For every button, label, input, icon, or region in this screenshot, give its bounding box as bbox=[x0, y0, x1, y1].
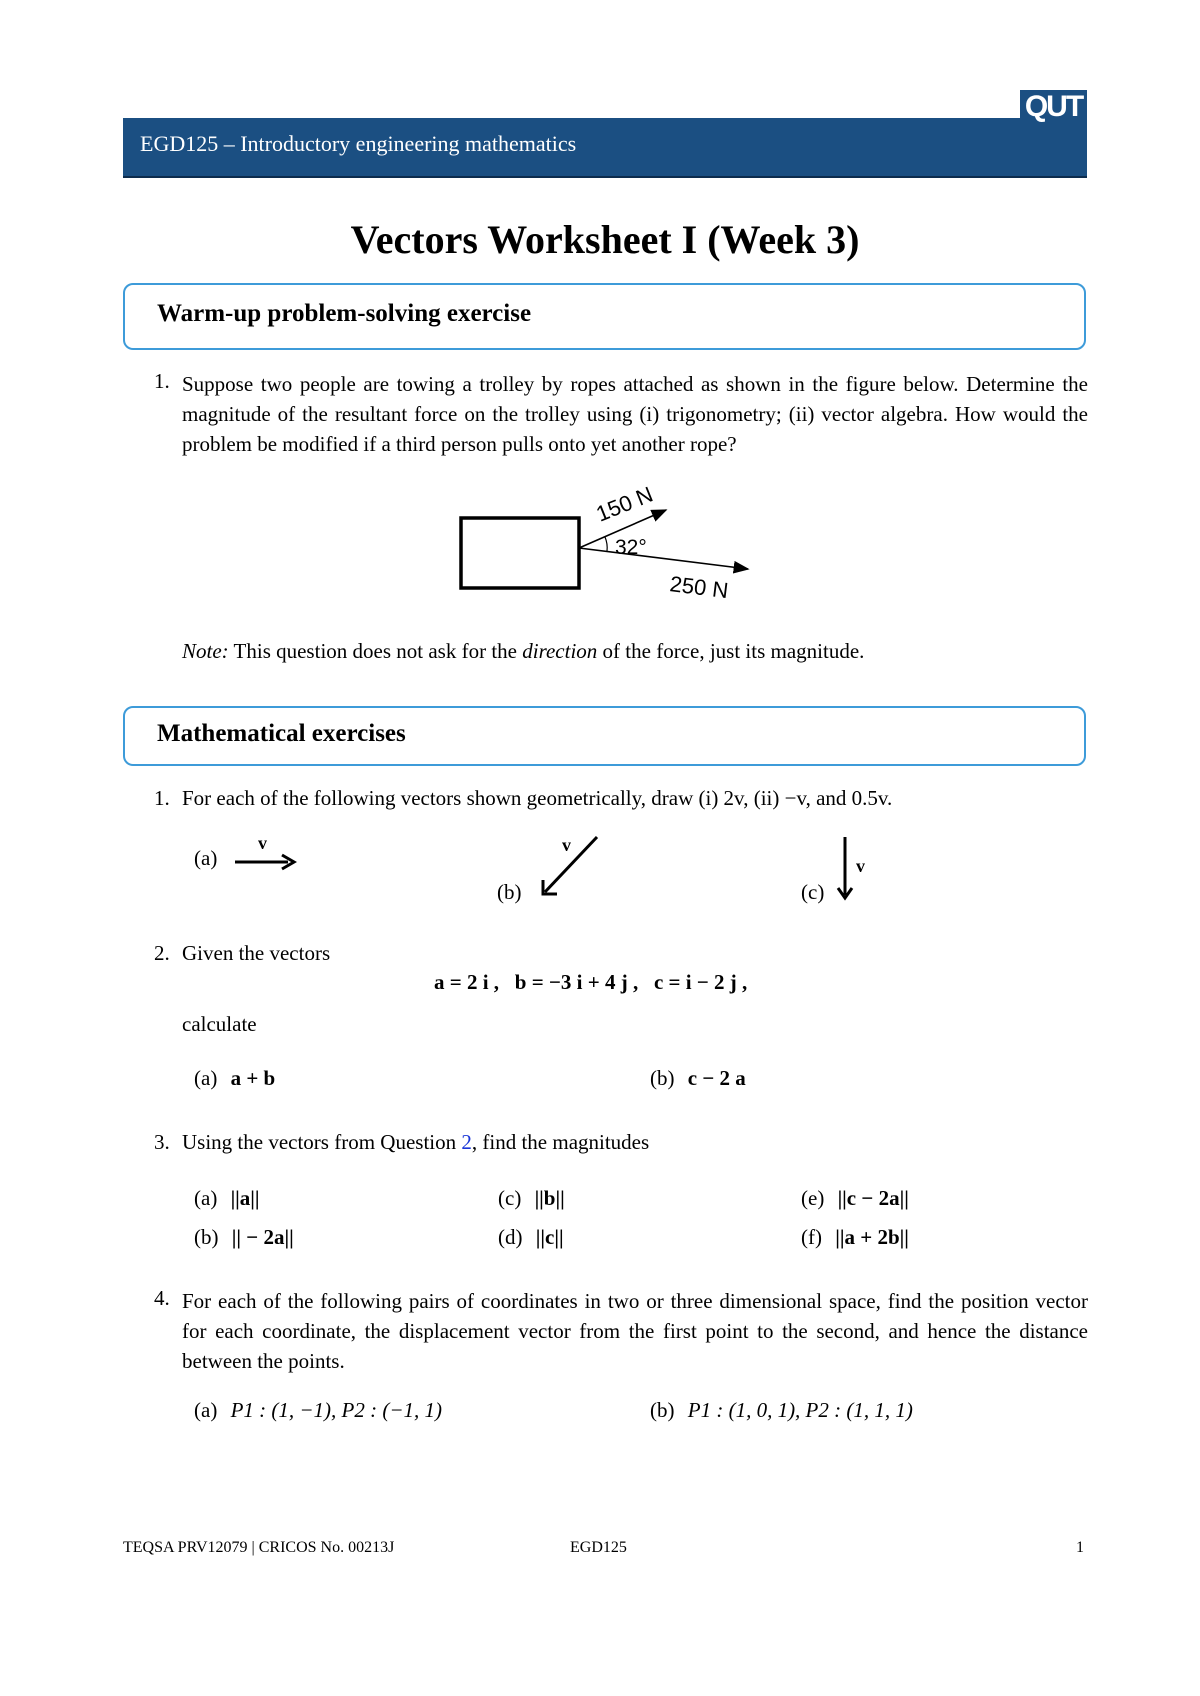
footer-center: EGD125 bbox=[570, 1539, 627, 1556]
math-q3-text-before: Using the vectors from Question bbox=[182, 1130, 457, 1154]
force-250-label: 250 N bbox=[668, 571, 730, 604]
math-q4-number: 4. bbox=[154, 1286, 170, 1310]
logo-notch bbox=[1076, 155, 1087, 176]
vector-b-arrow bbox=[535, 832, 605, 902]
warmup-section-box bbox=[123, 283, 1086, 350]
page-title: Vectors Worksheet I (Week 3) bbox=[350, 217, 860, 262]
math-q2-b-label: (b) bbox=[650, 1066, 675, 1090]
math-q2-intro: Given the vectors bbox=[182, 941, 331, 965]
item-expr: ||a + 2b|| bbox=[835, 1225, 909, 1249]
course-title: EGD125 – Introductory engineering mathematics bbox=[140, 131, 577, 156]
item-label: (b) bbox=[194, 1225, 219, 1249]
math-q1-text: For each of the following vectors shown geometrically, draw (i) 2v, (ii) −v, and 0.5v. bbox=[182, 786, 893, 810]
math-q4-a bbox=[194, 1398, 442, 1423]
footer-left: TEQSA PRV12079 | CRICOS No. 00213J bbox=[123, 1539, 395, 1556]
math-q4-a-label: (a) bbox=[194, 1398, 218, 1422]
item-label: (a) bbox=[194, 1186, 218, 1210]
math-section-box bbox=[123, 706, 1086, 766]
math-q4-b-expr: P1 : (1, 0, 1), P2 : (1, 1, 1) bbox=[687, 1398, 913, 1422]
note-text-after: of the force, just its magnitude. bbox=[602, 639, 865, 663]
vector-c-label: (c) bbox=[801, 880, 825, 904]
math-q2-b bbox=[650, 1066, 746, 1091]
warmup-q1-text: Suppose two people are towing a trolley by ropes attached as shown in the figure below. Determine the magnitude of the resultant force on the trolley using (i) trigonometry; (ii) vector algebra. How would the problem be modified if a third person pulls onto yet another rope? bbox=[182, 372, 1088, 456]
vector-a-arrow bbox=[230, 850, 300, 874]
math-q3-item-b bbox=[194, 1225, 294, 1250]
item-label: (f) bbox=[801, 1225, 822, 1249]
math-q4-b bbox=[650, 1398, 913, 1423]
vector-a-label: (a) bbox=[194, 846, 218, 870]
note-emph: direction bbox=[522, 639, 598, 663]
math-q4-a-expr: P1 : (1, −1), P2 : (−1, 1) bbox=[230, 1398, 443, 1422]
math-section-title: Mathematical exercises bbox=[157, 720, 406, 747]
vector-b-label: (b) bbox=[497, 880, 522, 904]
qut-logo: QUT bbox=[1020, 90, 1087, 152]
math-q2-number: 2. bbox=[154, 941, 170, 965]
question-2-link[interactable]: 2 bbox=[461, 1130, 472, 1154]
vector-c-v-label: v bbox=[856, 856, 865, 876]
math-q2-b-expr: c − 2 a bbox=[687, 1066, 746, 1090]
math-q2-calculate: calculate bbox=[182, 1012, 257, 1036]
vector-c-arrow bbox=[830, 833, 860, 903]
item-expr: || − 2a|| bbox=[231, 1225, 294, 1249]
warmup-note bbox=[182, 639, 864, 664]
force-150-label: 150 N bbox=[592, 481, 657, 527]
item-expr: ||c|| bbox=[535, 1225, 564, 1249]
math-q3-text bbox=[182, 1130, 649, 1155]
math-q3-item-c bbox=[498, 1186, 565, 1211]
warmup-q1-number: 1. bbox=[154, 369, 170, 393]
math-q1-number: 1. bbox=[154, 786, 170, 810]
math-q4-text: For each of the following pairs of coordinates in two or three dimensional space, find the position vector for each coordinate, the displacement vector from the first point to the second, and hence the distance between the points. bbox=[182, 1289, 1088, 1373]
math-q2-equations: a = 2 i , b = −3 i + 4 j , c = i − 2 j , bbox=[434, 970, 748, 994]
math-q3-item-f bbox=[801, 1225, 909, 1250]
item-label: (e) bbox=[801, 1186, 825, 1210]
item-expr: ||c − 2a|| bbox=[837, 1186, 909, 1210]
item-expr: ||a|| bbox=[230, 1186, 260, 1210]
math-q3-item-a bbox=[194, 1186, 260, 1211]
math-q2-a bbox=[194, 1066, 275, 1091]
item-expr: ||b|| bbox=[534, 1186, 565, 1210]
note-text-before: This question does not ask for the bbox=[233, 639, 517, 663]
vector-a-v-label: v bbox=[258, 833, 267, 853]
warmup-section-title: Warm-up problem-solving exercise bbox=[157, 300, 532, 327]
math-q3-text-after: , find the magnitudes bbox=[471, 1130, 650, 1154]
math-q3-number: 3. bbox=[154, 1130, 170, 1154]
angle-label: 32° bbox=[615, 536, 647, 559]
note-label: Note: bbox=[182, 639, 229, 663]
math-q4-b-label: (b) bbox=[650, 1398, 675, 1422]
math-q2-a-expr: a + b bbox=[230, 1066, 276, 1090]
angle-arc bbox=[605, 537, 607, 551]
item-label: (c) bbox=[498, 1186, 522, 1210]
rope-250-arrow bbox=[579, 548, 748, 569]
math-q3-item-d bbox=[498, 1225, 564, 1250]
math-q2-a-label: (a) bbox=[194, 1066, 218, 1090]
trolley-box bbox=[461, 518, 579, 588]
page-number: 1 bbox=[1076, 1539, 1084, 1556]
item-label: (d) bbox=[498, 1225, 523, 1249]
math-q3-item-e bbox=[801, 1186, 909, 1211]
vector-b-v-label: v bbox=[562, 835, 571, 855]
trolley-figure bbox=[455, 475, 765, 615]
